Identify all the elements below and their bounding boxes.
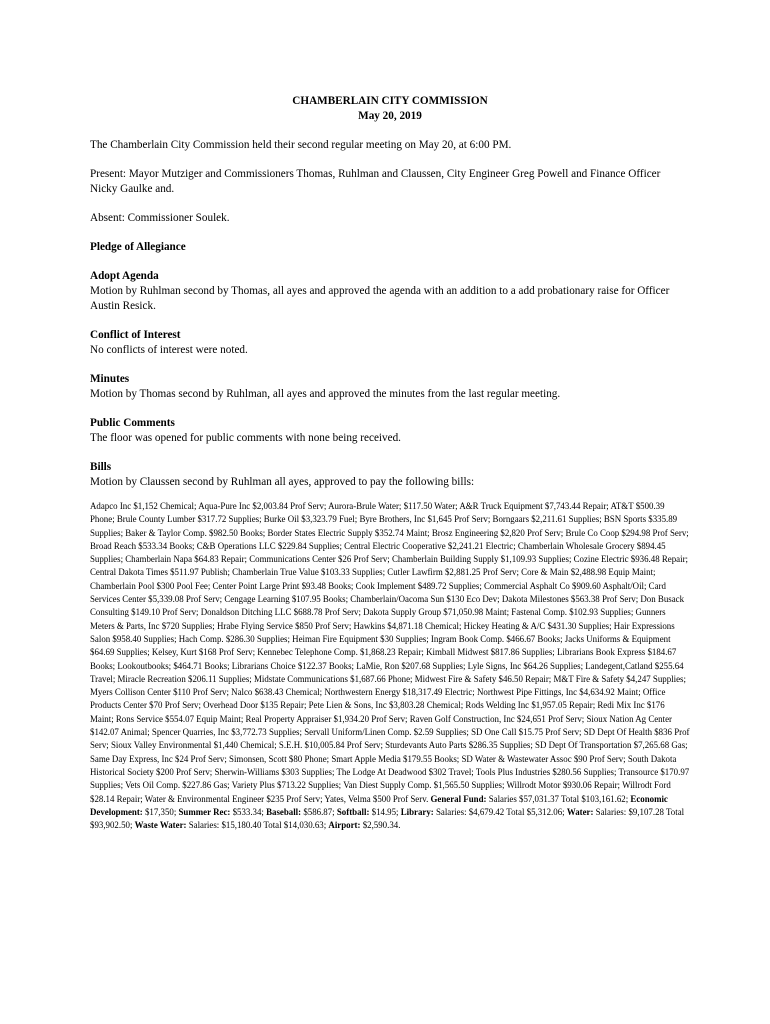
section-heading-pledge: Pledge of Allegiance	[90, 241, 186, 253]
bills-list	[90, 500, 690, 832]
fund-label: Water:	[566, 806, 594, 817]
present-paragraph: Present: Mayor Mutziger and Commissioners Thomas, Ruhlman and Claussen, City Engineer Greg Powell and Finance Officer Nicky Gaulke and.	[90, 168, 661, 195]
fund-value: Salaries: $9,107.28 Total $93,902.50;	[90, 806, 685, 831]
fund-value: $17,350;	[142, 806, 179, 817]
fund-value: $14.95;	[369, 806, 401, 817]
fund-value: $586.87;	[301, 806, 337, 817]
fund-label: Economic Development:	[90, 793, 668, 817]
document-page	[90, 94, 690, 832]
absent-paragraph: Absent: Commissioner Soulek.	[90, 212, 230, 224]
fund-label: Airport:	[328, 820, 361, 831]
fund-label: Softball:	[336, 806, 370, 817]
section-heading-public-comments: Public Comments	[90, 417, 175, 429]
fund-value: Salaries: $15,180.40 Total $14,030.63;	[186, 820, 329, 831]
meeting-date: May 20, 2019	[358, 110, 422, 122]
fund-label: General Fund:	[430, 793, 487, 804]
section-heading-minutes: Minutes	[90, 373, 130, 385]
document-title: CHAMBERLAIN CITY COMMISSION	[292, 95, 488, 107]
section-heading-bills: Bills	[90, 461, 112, 473]
fund-label: Waste Water:	[134, 820, 187, 831]
section-heading-agenda: Adopt Agenda	[90, 270, 159, 282]
fund-label: Baseball:	[266, 806, 302, 817]
fund-value: Salaries $57,031.37 Total $103,161.62;	[486, 793, 631, 804]
fund-label: Summer Rec:	[178, 806, 231, 817]
fund-label: Library:	[400, 806, 434, 817]
section-body-bills: Motion by Claussen second by Ruhlman all ayes, approved to pay the following bills:	[90, 476, 475, 488]
fund-value: $2,590.34.	[360, 820, 401, 831]
section-body-conflict: No conflicts of interest were noted.	[90, 344, 248, 356]
bills-text: Adapco Inc $1,152 Chemical; Aqua-Pure Inc $2,003.84 Prof Serv; Aurora-Brule Water; $117.50 Water; A&R Truck Equipment $7,743.44 Repair; AT&T $500.39 Phone; Brule County Lumber $317.72 Supplies; Burke Oil $3,323.79 Fuel; Byre Brothers, Inc $1,645 Prof Serv; Borngaars $2,211.61 Supplies; BSN Sports $335.89 Supplies; Baker & Taylor Comp. $982.50 Books; Border States Electric Supply $352.74 Maint; Brosz Engineering $2,820 Prof Serv; Brule Co Coop $294.98 Prof Serv; Broad Reach $533.34 Books; C&B Operations LLC $229.84 Supplies; Central Electric Cooperative $2,241.21 Electric; Chamberlain Wholesale Grocery $894.45 Supplies; Chamberlain Napa $64.83 Repair; Communications Center $26 Prof Serv; Chamberlain Building Supply $1,109.93 Supplies; Cozine Electric $936.48 Repair; Central Dakota Times $511.97 Publish; Chamberlain True Value $103.33 Supplies; Cutler Lawfirm $2,881.25 Prof Serv; Core & Main $2,488.98 Equip Maint; Chamberlain Pool $300 Pool Fee; Center Point Large Print $93.48 Books; Cook Implement $489.72 Supplies; Commercial Asphalt Co $909.60 Asphalt/Oil; Card Services Center $5,339.08 Prof Serv; Cengage Learning $107.95 Books; Chamberlain/Oacoma Sun $130 Eco Dev; Dakota Milestones $563.38 Prof Serv; Don Busack Consulting $149.10 Prof Serv; Donaldson Ditching LLC $688.78 Prof Serv; Dakota Supply Group $71,050.98 Maint; Fastenal Comp. $102.93 Supplies; Gunners Meters & Parts, Inc $720 Supplies; Hrabe Flying Service $850 Prof Serv; Hawkins $4,871.18 Chemical; Hickey Heating & A/C $431.30 Supplies; Hair Expressions Salon $958.40 Supplies; Hach Comp. $286.30 Supplies; Heiman Fire Equipment $30 Supplies; Ingram Book Comp. $466.67 Books; Jacks Uniforms & Equipment $64.69 Supplies; Kelsey, Kurt $168 Prof Serv; Kennebec Telephone Comp. $1,868.23 Repair; Kimball Midwest $817.86 Supplies; Librarians Book Express $184.67 Books; Lookoutbooks; $464.71 Books; Librarians Choice $122.37 Books; LaMie, Ron $207.68 Supplies; Lyle Signs, Inc $64.26 Supplies; Landegent,Catland $255.64 Travel; Miracle Recreation $206.11 Supplies; Midstate Communications $1,687.66 Phone; Midwest Fire & Safety $46.50 Repair; M&T Fire & Safety $4,247 Supplies; Myers Collison Center $110 Prof Serv; Nalco $638.43 Chemical; Northwestern Energy $18,317.49 Electric; Northwest Pipe Fittings, Inc $4,634.92 Maint; Office Products Center $70 Prof Serv; Overhead Door $135 Repair; Pete Lien & Sons, Inc $3,803.28 Chemical; Rods Welding Inc $1,957.05 Repair; Redi Mix Inc $176 Maint; Rons Service $554.07 Equip Maint; Real Property Appraiser $1,934.20 Prof Serv; Raven Golf Construction, Inc $24,651 Prof Serv; Sioux Nation Ag Center $142.07 Animal; Spencer Quarries, Inc $3,772.73 Supplies; Servall Uniform/Linen Comp. $2.59 Supplies; SD One Call $15.75 Prof Serv; SD Dept Of Health $836 Prof Serv; Sioux Valley Environmental $1,440 Chemical; S.E.H. $10,005.84 Prof Serv; Sturdevants Auto Parts $286.35 Supplies; SD Dept Of Transportation $7,265.68 Gas; Same Day Express, Inc $24 Prof Serv; Simonsen, Scott $80 Phone; Smart Apple Media $179.55 Books; SD Water & Wastewater Assoc $90 Prof Serv; South Dakota Historical Society $200 Prof Serv; Sherwin-Williams $303 Supplies; The Lodge At Deadwood $302 Travel; Tools Plus Industries $280.56 Supplies; Transource $170.97 Supplies; Vets Oil Comp. $227.86 Gas; Variety Plus $713.22 Supplies; Van Diest Supply Comp. $1,565.50 Supplies; Willrodt Motor $930.06 Repair; Willrodt Ford $28.14 Repair; Water & Environmental Engineer $235 Prof Serv; Yates, Velma $500 Prof Serv.	[90, 501, 690, 804]
fund-value: Salaries: $4,679.42 Total $5,312.06;	[433, 806, 567, 817]
section-heading-conflict: Conflict of Interest	[90, 329, 181, 341]
fund-value: $533.34;	[230, 806, 267, 817]
section-body-agenda: Motion by Ruhlman second by Thomas, all ayes and approved the agenda with an addition to a add probationary raise for Officer Austin Resick.	[90, 285, 670, 312]
intro-paragraph: The Chamberlain City Commission held their second regular meeting on May 20, at 6:00 PM.	[90, 139, 512, 151]
section-body-minutes: Motion by Thomas second by Ruhlman, all ayes and approved the minutes from the last regular meeting.	[90, 388, 561, 400]
section-body-public-comments: The floor was opened for public comments with none being received.	[90, 432, 401, 444]
